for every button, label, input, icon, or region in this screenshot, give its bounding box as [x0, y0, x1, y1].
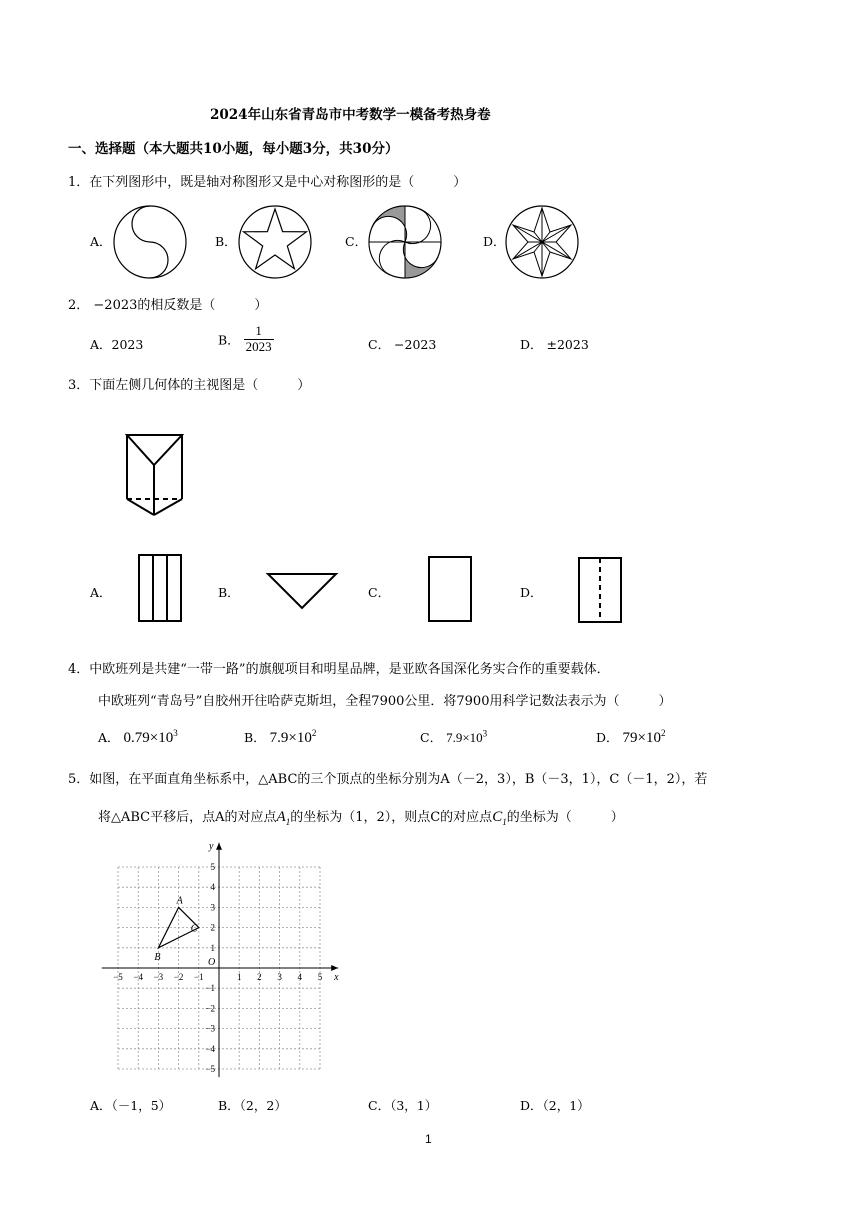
x-tick-label: −3	[153, 972, 164, 982]
q2-option-b-prefix: B．	[218, 332, 240, 348]
q3-option-b[interactable]: B．	[218, 585, 240, 600]
q5-point-a1	[277, 809, 291, 825]
q4-d-value	[623, 730, 666, 746]
q4-option-b[interactable]	[244, 728, 316, 747]
x-tick-label: 3	[277, 972, 282, 982]
point-b-label: B	[154, 951, 161, 963]
q4-option-a[interactable]	[98, 728, 178, 747]
q1-stem: 1．在下列图形中，既是轴对称图形又是中心对称图形的是（ ）	[68, 175, 467, 190]
q1-option-c[interactable]: C．	[345, 234, 368, 249]
y-tick-label: 5	[210, 862, 215, 872]
q4-b-prefix: B．	[244, 730, 266, 745]
q4-c-value	[446, 730, 487, 745]
q3-stem: 3．下面左侧几何体的主视图是（ ）	[68, 378, 311, 393]
q5-stem-part-d: 的坐标为（1，2），则点C的对应点	[290, 810, 493, 825]
y-tick-label: −4	[205, 1043, 215, 1054]
q2-option-b-fraction	[244, 324, 274, 355]
fraction-denominator: 2023	[245, 338, 272, 354]
q1-option-b[interactable]: B．	[215, 234, 237, 249]
x-tick-label: 1	[236, 972, 242, 982]
hexagram-figure	[505, 205, 579, 279]
page-title: 2024年山东省青岛市中考数学一模备考热身卷	[210, 107, 491, 123]
q5-c1-sub: 1	[502, 817, 507, 827]
x-tick-label: 4	[297, 972, 303, 982]
origin-label: O	[208, 957, 216, 968]
q5-stem-part-g: 的坐标为（ ）	[506, 810, 624, 825]
y-tick-label: −3	[205, 1023, 215, 1034]
q4-d-mantissa: 79×10	[622, 730, 661, 746]
q1-option-a[interactable]: A．	[90, 234, 112, 249]
q4-b-mantissa: 7.9×10	[269, 730, 312, 746]
coordinate-plane	[98, 838, 350, 1078]
star-circle-figure	[238, 205, 312, 279]
x-tick-label: −4	[133, 972, 143, 982]
q4-d-exponent: 2	[660, 728, 666, 738]
q1-option-d[interactable]: D．	[483, 234, 506, 249]
y-tick-label: −5	[205, 1064, 215, 1074]
q4-a-exponent: 3	[173, 728, 178, 738]
q2-option-b[interactable]	[218, 324, 274, 355]
y-tick-label: −2	[205, 1003, 215, 1014]
pinwheel-figure	[368, 205, 442, 279]
q2-option-a[interactable]: A．2023	[90, 337, 144, 352]
q4-option-d[interactable]	[596, 728, 665, 747]
q5-stem-part-a: 将△ABC平移后，点A的对应点	[98, 810, 277, 825]
q4-a-prefix: A．	[98, 730, 120, 745]
x-tick-label: −2	[173, 972, 184, 982]
yin-yang-figure	[113, 205, 187, 279]
q5-option-c[interactable]: C．（3，1）	[368, 1098, 438, 1113]
q4-stem-line2: 中欧班列“青岛号”自胶州开往哈萨克斯坦，全程7900公里．将7900用科学记数法表示为（ ）	[98, 694, 672, 709]
q4-stem-line1: 4．中欧班列是共建“一带一路”的旗舰项目和明星品牌，是亚欧各国深化务实合作的重要载体．	[68, 662, 610, 677]
q5-option-a[interactable]: A．（－1，5）	[90, 1098, 172, 1113]
q3-figure-a	[138, 554, 184, 624]
q2-stem: 2． −2023的相反数是（ ）	[68, 298, 268, 313]
point-a-label: A	[176, 895, 183, 907]
q3-option-a[interactable]: A．	[90, 585, 112, 600]
q4-a-value	[124, 730, 178, 746]
y-tick-label: 4	[210, 882, 215, 893]
q5-stem-line1: 5．如图，在平面直角坐标系中，△ABC的三个顶点的坐标分别为A（－2，3），B（－3，1），C（－1，2），若	[68, 772, 708, 787]
q5-point-c1	[492, 809, 507, 825]
section-heading: 一、选择题（本大题共10小题，每小题3分，共30分）	[68, 141, 399, 157]
q4-c-mantissa: 7.9×10	[446, 730, 483, 745]
q2-option-d[interactable]: D． ±2023	[520, 337, 589, 352]
q3-option-c[interactable]: C．	[368, 585, 391, 600]
y-tick-label: −1	[205, 983, 215, 994]
point-c-label: C	[190, 923, 198, 935]
q5-a1-letter: A	[276, 809, 286, 825]
q4-c-prefix: C．	[420, 730, 443, 745]
q4-b-exponent: 2	[311, 728, 317, 738]
q5-option-b[interactable]: B．（2，2）	[218, 1098, 287, 1113]
q3-figure-d	[578, 557, 624, 625]
x-axis-arrow	[331, 965, 338, 971]
x-tick-label: −5	[113, 972, 123, 982]
q3-figure-b	[266, 572, 340, 612]
page-number: 1	[425, 1132, 432, 1146]
x-tick-label: 2	[257, 972, 262, 982]
q2-option-c[interactable]: C． −2023	[368, 337, 437, 352]
q4-d-prefix: D．	[596, 730, 619, 745]
fraction-numerator: 1	[244, 324, 274, 340]
y-axis-label: y	[209, 840, 214, 852]
q3-figure-c	[428, 556, 474, 624]
q4-c-exponent: 3	[482, 728, 488, 739]
q5-stem-line2	[98, 806, 624, 827]
y-axis-arrow	[216, 843, 222, 850]
y-tick-label: 3	[210, 902, 215, 913]
x-tick-label: −1	[194, 972, 204, 982]
q5-option-d[interactable]: D．（2，1）	[520, 1098, 590, 1113]
x-tick-label: 5	[317, 972, 323, 982]
q5-c1-letter: C	[492, 809, 503, 825]
q4-a-mantissa: 0.79×10	[123, 730, 174, 746]
q5-a1-sub: 1	[285, 817, 291, 827]
x-axis-label: x	[334, 972, 339, 983]
y-tick-label: 1	[210, 942, 215, 953]
y-tick-label: 2	[210, 922, 215, 933]
triangular-prism-figure	[125, 433, 187, 518]
q4-b-value	[270, 730, 317, 746]
q3-option-d[interactable]: D．	[520, 585, 543, 600]
q4-option-c[interactable]	[420, 728, 487, 746]
